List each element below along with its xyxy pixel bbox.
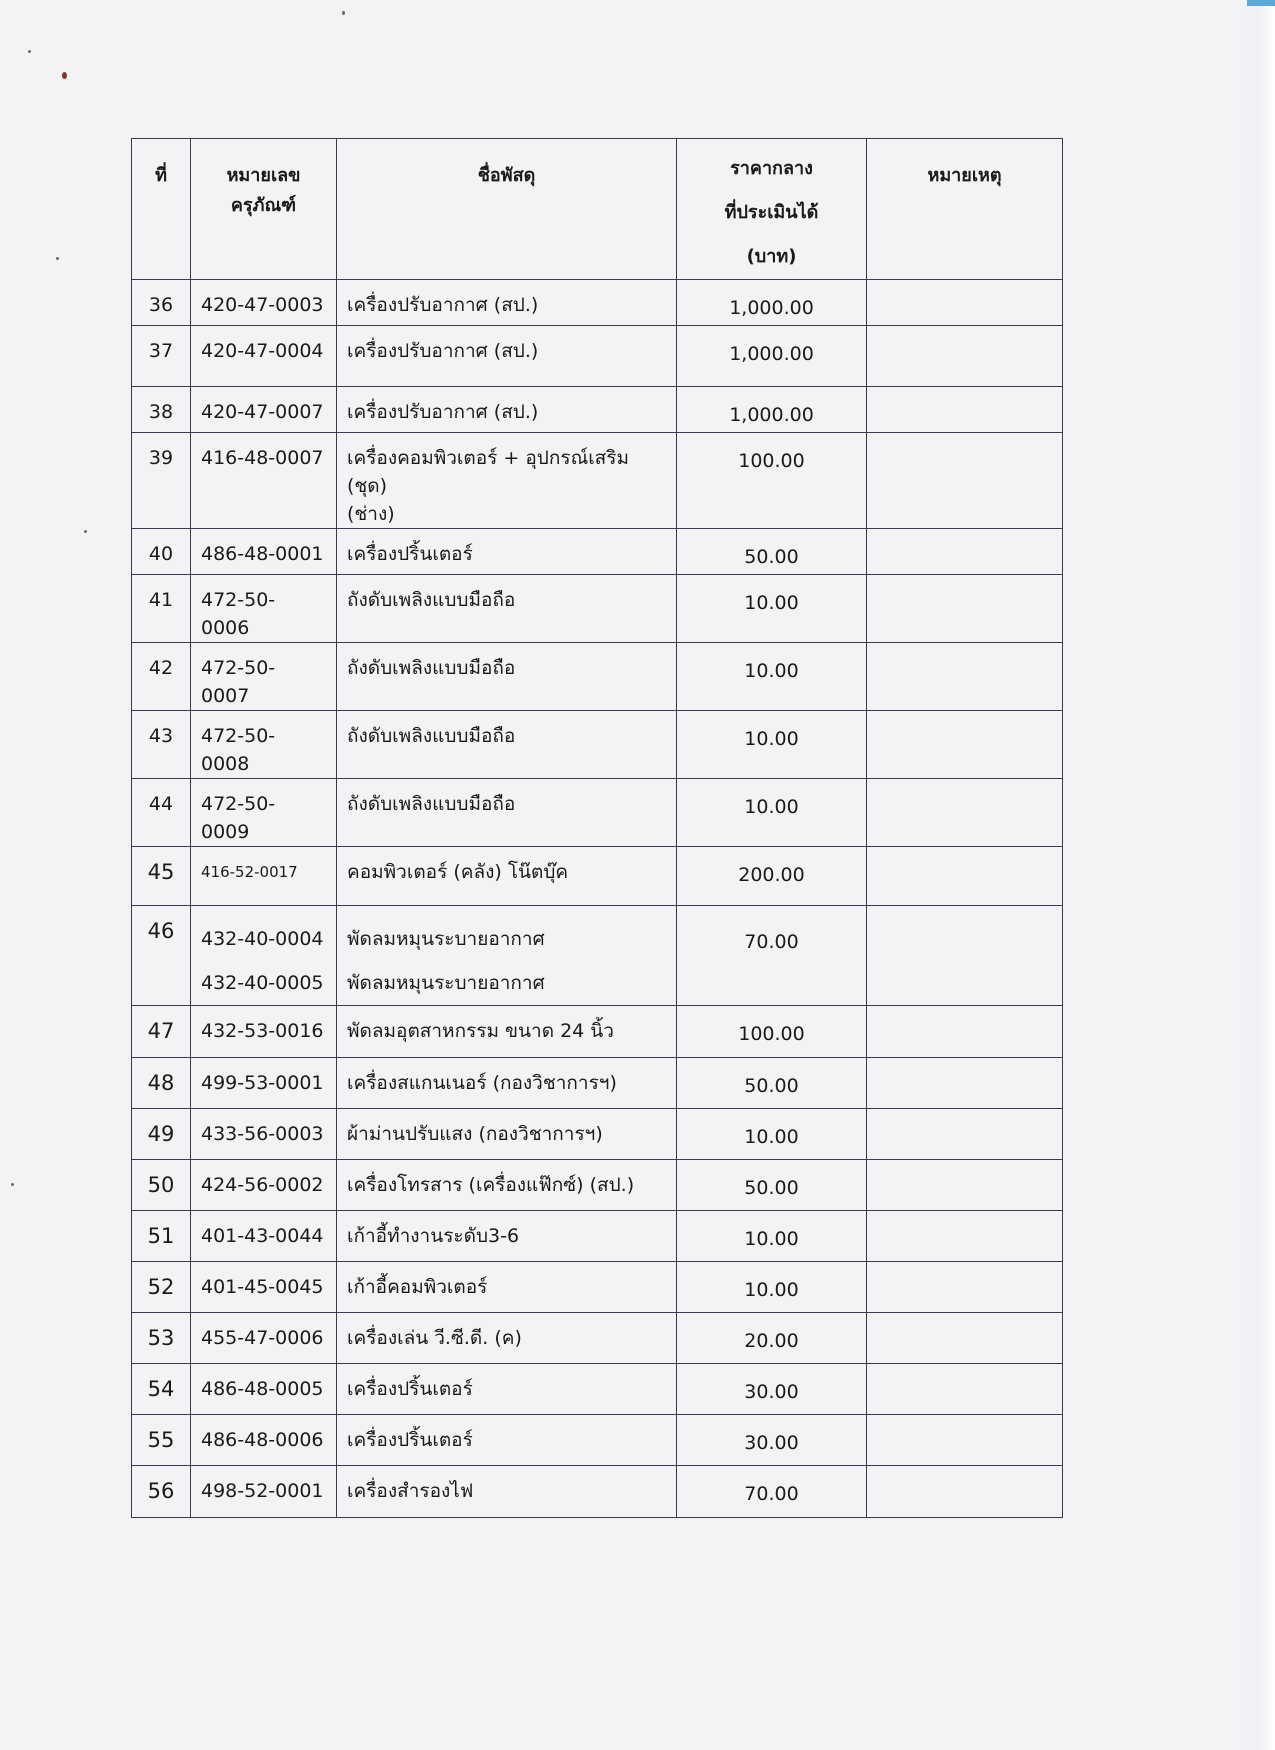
cell-note [867,1313,1063,1364]
cell-name: เครื่องเล่น วี.ซี.ดี. (ค) [337,1313,677,1364]
table-row [132,575,1063,643]
table-row [132,1313,1063,1364]
cell-no: 40 [132,529,191,575]
cell-price: 1,000.00 [677,387,867,433]
cell-note [867,575,1063,643]
header-code: หมายเลข ครุภัณฑ์ [191,139,337,280]
scan-speck [11,1183,14,1186]
cell-code: 420-47-0007 [191,387,337,433]
table-row [132,1211,1063,1262]
cell-no: 54 [132,1364,191,1415]
scan-speck [28,50,31,53]
header-note: หมายเหตุ [867,139,1063,280]
cell-no: 45 [132,847,191,906]
cell-no: 42 [132,643,191,711]
cell-note [867,643,1063,711]
cell-name: พัดลมหมุนระบายอากาศ พัดลมหมุนระบายอากาศ [337,906,677,1006]
page-edge [1239,0,1275,1750]
cell-code: 416-48-0007 [191,433,337,529]
cell-no: 50 [132,1160,191,1211]
inventory-table [131,138,1063,1518]
cell-code: 424-56-0002 [191,1160,337,1211]
cell-price: 10.00 [677,779,867,847]
table-row [132,1415,1063,1466]
cell-note [867,1006,1063,1058]
cell-no: 53 [132,1313,191,1364]
cell-price: 10.00 [677,575,867,643]
scan-speck [84,530,87,533]
cell-no: 49 [132,1109,191,1160]
cell-note [867,1109,1063,1160]
cell-name: เครื่องปริ้นเตอร์ [337,1364,677,1415]
table-row [132,847,1063,906]
cell-code: 486-48-0005 [191,1364,337,1415]
table-row [132,1058,1063,1109]
cell-price: 1,000.00 [677,280,867,326]
cell-code: 420-47-0003 [191,280,337,326]
cell-note [867,1364,1063,1415]
cell-no: 52 [132,1262,191,1313]
cell-code: 432-40-0004 432-40-0005 [191,906,337,1006]
cell-name: ถังดับเพลิงแบบมือถือ [337,779,677,847]
page-edge-mark [1247,0,1275,6]
cell-price: 70.00 [677,1466,867,1518]
cell-price: 200.00 [677,847,867,906]
cell-price: 50.00 [677,1058,867,1109]
cell-price: 50.00 [677,529,867,575]
cell-code: 401-45-0045 [191,1262,337,1313]
cell-note [867,1058,1063,1109]
cell-no: 47 [132,1006,191,1058]
table-row [132,1262,1063,1313]
cell-price: 30.00 [677,1364,867,1415]
cell-price: 10.00 [677,1262,867,1313]
header-name: ชื่อพัสดุ [337,139,677,280]
cell-name: พัดลมอุตสาหกรรม ขนาด 24 นิ้ว [337,1006,677,1058]
cell-name: คอมพิวเตอร์ (คลัง) โน๊ตบุ๊ค [337,847,677,906]
cell-no: 38 [132,387,191,433]
cell-name: ถังดับเพลิงแบบมือถือ [337,643,677,711]
table-row [132,433,1063,529]
cell-note [867,433,1063,529]
cell-code: 455-47-0006 [191,1313,337,1364]
cell-no: 55 [132,1415,191,1466]
cell-code: 432-53-0016 [191,1006,337,1058]
cell-price: 10.00 [677,1109,867,1160]
cell-code: 498-52-0001 [191,1466,337,1518]
cell-name: เครื่องปรับอากาศ (สป.) [337,387,677,433]
cell-note [867,906,1063,1006]
cell-no: 44 [132,779,191,847]
scan-speck [56,257,59,260]
cell-code: 486-48-0006 [191,1415,337,1466]
cell-code: 416-52-0017 [191,847,337,906]
cell-name: ผ้าม่านปรับแสง (กองวิชาการฯ) [337,1109,677,1160]
table-row [132,711,1063,779]
cell-price: 50.00 [677,1160,867,1211]
cell-no: 39 [132,433,191,529]
cell-name: ถังดับเพลิงแบบมือถือ [337,711,677,779]
cell-name: เก้าอี้คอมพิวเตอร์ [337,1262,677,1313]
header-price: ราคากลาง ที่ประเมินได้ (บาท) [677,139,867,280]
cell-no: 51 [132,1211,191,1262]
cell-no: 43 [132,711,191,779]
scan-speck [62,72,67,79]
cell-price: 20.00 [677,1313,867,1364]
cell-code: 486-48-0001 [191,529,337,575]
cell-code: 472-50- 0007 [191,643,337,711]
scan-speck [342,11,345,15]
cell-note [867,1160,1063,1211]
cell-price: 30.00 [677,1415,867,1466]
table-row [132,1160,1063,1211]
table-row [132,387,1063,433]
table-header-row [132,139,1063,280]
cell-note [867,847,1063,906]
cell-note [867,326,1063,387]
cell-no: 41 [132,575,191,643]
cell-name: เครื่องสำรองไฟ [337,1466,677,1518]
cell-price: 10.00 [677,711,867,779]
cell-name: เครื่องปรับอากาศ (สป.) [337,280,677,326]
cell-price: 100.00 [677,1006,867,1058]
cell-name: เครื่องปริ้นเตอร์ [337,529,677,575]
cell-price: 70.00 [677,906,867,1006]
cell-name: เครื่องปรับอากาศ (สป.) [337,326,677,387]
table-row [132,779,1063,847]
cell-no: 36 [132,280,191,326]
table-row [132,643,1063,711]
cell-note [867,1211,1063,1262]
cell-code: 401-43-0044 [191,1211,337,1262]
cell-price: 100.00 [677,433,867,529]
cell-no: 48 [132,1058,191,1109]
table-row [132,1006,1063,1058]
cell-note [867,779,1063,847]
cell-note [867,387,1063,433]
cell-price: 1,000.00 [677,326,867,387]
cell-note [867,529,1063,575]
cell-note [867,711,1063,779]
cell-name: เครื่องปริ้นเตอร์ [337,1415,677,1466]
table-row [132,906,1063,1006]
cell-note [867,1415,1063,1466]
cell-name: ถังดับเพลิงแบบมือถือ [337,575,677,643]
table-row [132,1466,1063,1518]
cell-name: เครื่องคอมพิวเตอร์ + อุปกรณ์เสริม (ชุด) (ช่าง) [337,433,677,529]
cell-note [867,1262,1063,1313]
cell-price: 10.00 [677,643,867,711]
cell-no: 46 [132,906,191,1006]
cell-code: 472-50- 0006 [191,575,337,643]
cell-code: 433-56-0003 [191,1109,337,1160]
cell-note [867,1466,1063,1518]
cell-note [867,280,1063,326]
table-row [132,529,1063,575]
cell-name: เครื่องสแกนเนอร์ (กองวิชาการฯ) [337,1058,677,1109]
table-row [132,326,1063,387]
cell-code: 420-47-0004 [191,326,337,387]
cell-code: 472-50- 0009 [191,779,337,847]
cell-name: เครื่องโทรสาร (เครื่องแฟ๊กซ์) (สป.) [337,1160,677,1211]
cell-no: 56 [132,1466,191,1518]
table-row [132,1109,1063,1160]
cell-price: 10.00 [677,1211,867,1262]
cell-no: 37 [132,326,191,387]
cell-code: 472-50- 0008 [191,711,337,779]
cell-code: 499-53-0001 [191,1058,337,1109]
table-row [132,1364,1063,1415]
cell-name: เก้าอี้ทำงานระดับ3-6 [337,1211,677,1262]
header-no: ที่ [132,139,191,280]
table-row [132,280,1063,326]
